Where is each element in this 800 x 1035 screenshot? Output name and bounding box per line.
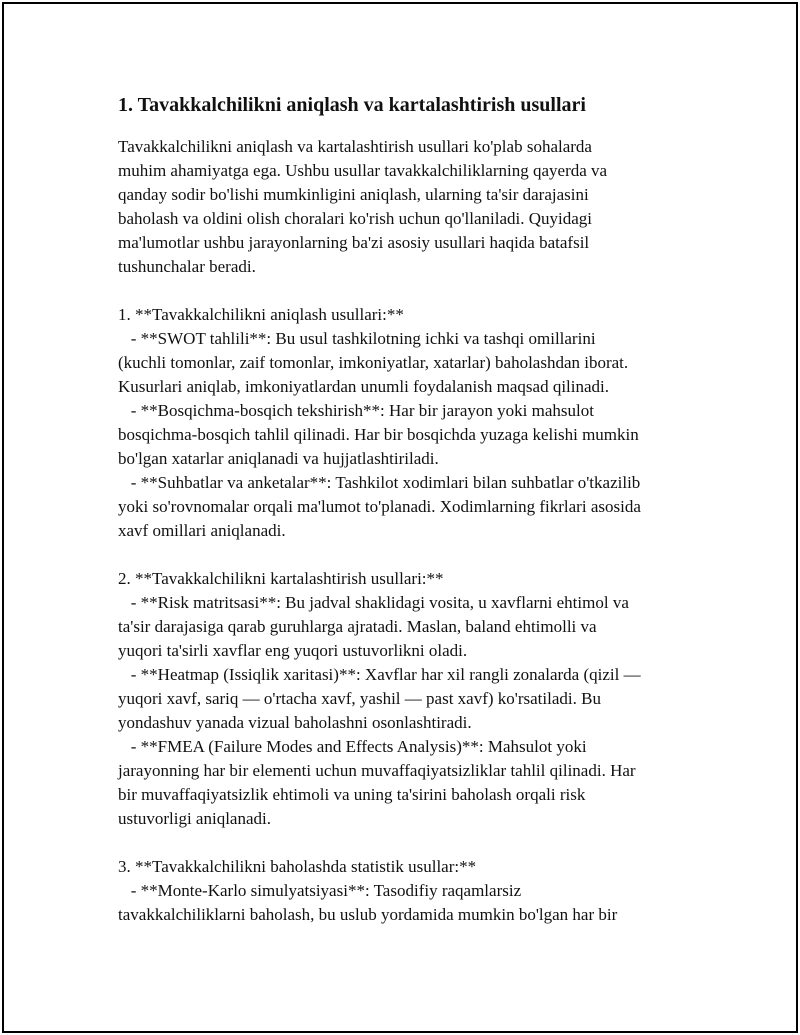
text-line: yuqori xavf, sariq — o'rtacha xavf, yashil — past xavf) ko'rsatiladi. Bu [118, 689, 601, 708]
paragraph-gap [118, 543, 698, 567]
text-line: Kusurlari aniqlab, imkoniyatlardan unumli foydalanish maqsad qilinadi. [118, 377, 610, 396]
text-line: qanday sodir bo'lishi mumkinligini aniqlash, ularning ta'sir darajasini [118, 185, 589, 204]
text-line: ma'lumotlar ushbu jarayonlarning ba'zi asosiy usullari haqida batafsil [118, 233, 590, 252]
text-line: (kuchli tomonlar, zaif tomonlar, imkoniyatlar, xatarlar) baholashdan iborat. [118, 353, 629, 372]
document-body [118, 92, 698, 927]
text-line: 3. **Tavakkalchilikni baholashda statistik usullar:** [118, 857, 477, 876]
section-statistical-methods [118, 855, 698, 927]
intro-paragraph [118, 135, 698, 279]
text-line: jarayonning har bir elementi uchun muvaffaqiyatsizliklar tahlil qilinadi. Har [118, 761, 636, 780]
text-line: yoki so'rovnomalar orqali ma'lumot to'planadi. Xodimlarning fikrlari asosida [118, 497, 641, 516]
text-line: - **Bosqichma-bosqich tekshirish**: Har bir jarayon yoki mahsulot [118, 401, 594, 420]
text-line: 2. **Tavakkalchilikni kartalashtirish usullari:** [118, 569, 444, 588]
text-line: ustuvorligi aniqlanadi. [118, 809, 271, 828]
text-line: bir muvaffaqiyatsizlik ehtimoli va uning ta'sirini baholash orqali risk [118, 785, 586, 804]
text-line: tushunchalar beradi. [118, 257, 256, 276]
text-line: - **FMEA (Failure Modes and Effects Analysis)**: Mahsulot yoki [118, 737, 587, 756]
document-title: 1. Tavakkalchilikni aniqlash va kartalashtirish usullari [118, 94, 586, 116]
text-line: ta'sir darajasiga qarab guruhlarga ajratadi. Maslan, baland ehtimolli va [118, 617, 597, 636]
section-identification-methods [118, 303, 698, 543]
section-mapping-methods [118, 567, 698, 831]
text-line: baholash va oldini olish choralari ko'rish uchun qo'llaniladi. Quyidagi [118, 209, 593, 228]
text-line: - **Suhbatlar va anketalar**: Tashkilot xodimlari bilan suhbatlar o'tkazilib [118, 473, 641, 492]
text-line: - **SWOT tahlili**: Bu usul tashkilotning ichki va tashqi omillarini [118, 329, 596, 348]
text-line: yondashuv yanada vizual baholashni osonlashtiradi. [118, 713, 472, 732]
text-line: 1. **Tavakkalchilikni aniqlash usullari:** [118, 305, 404, 324]
text-line: - **Monte-Karlo simulyatsiyasi**: Tasodifiy raqamlarsiz [118, 881, 522, 900]
text-line: muhim ahamiyatga ega. Ushbu usullar tavakkalchiliklarning qayerda va [118, 161, 608, 180]
text-line: xavf omillari aniqlanadi. [118, 521, 286, 540]
text-line: - **Heatmap (Issiqlik xaritasi)**: Xavflar har xil rangli zonalarda (qizil — [118, 665, 641, 684]
text-line: yuqori ta'sirli xavflar eng yuqori ustuvorlikni oladi. [118, 641, 468, 660]
text-line: tavakkalchiliklarni baholash, bu uslub yordamida mumkin bo'lgan har bir [118, 905, 618, 924]
paragraph-gap [118, 279, 698, 303]
paragraph-gap [118, 831, 698, 855]
text-line: Tavakkalchilikni aniqlash va kartalashtirish usullari ko'plab sohalarda [118, 137, 592, 156]
text-line: - **Risk matritsasi**: Bu jadval shaklidagi vosita, u xavflarni ehtimol va [118, 593, 629, 612]
text-line: bosqichma-bosqich tahlil qilinadi. Har bir bosqichda yuzaga kelishi mumkin [118, 425, 639, 444]
text-line: bo'lgan xatarlar aniqlanadi va hujjatlashtiriladi. [118, 449, 439, 468]
